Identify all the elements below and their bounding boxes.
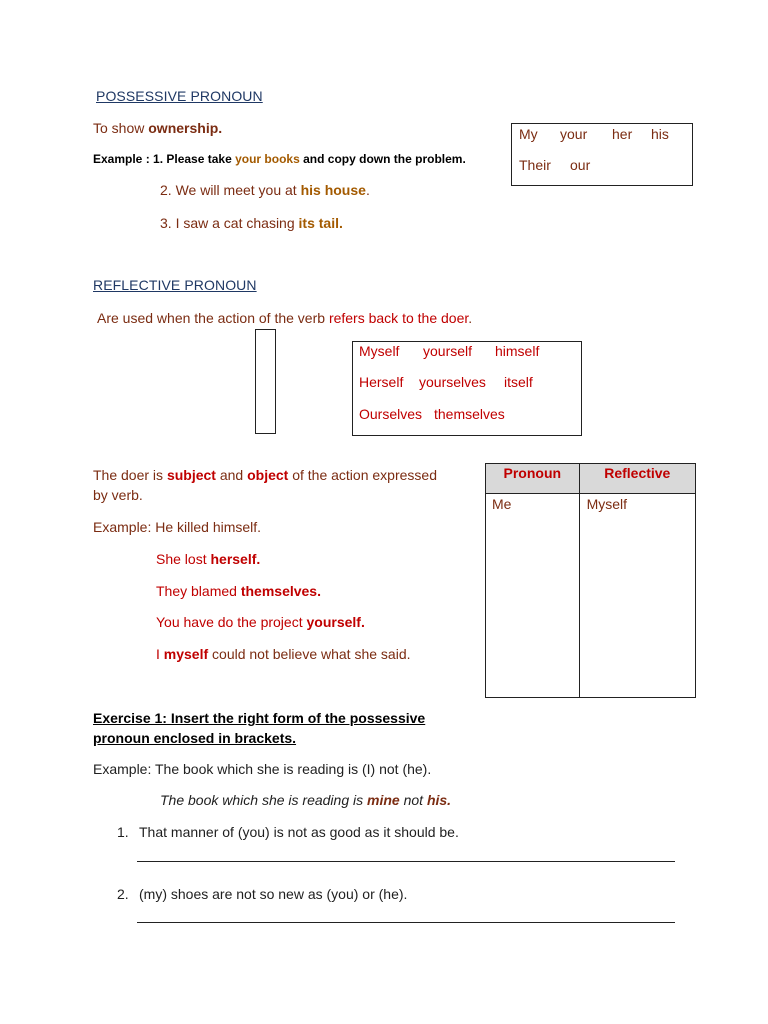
box-word-ourselves: Ourselves: [359, 406, 423, 422]
box-word-their: Their: [519, 157, 551, 173]
table-cell-reflective: Myself: [579, 494, 695, 698]
box-word-her: her: [612, 126, 633, 142]
doer-explanation-line1: The doer is subject and object of the action expressed: [93, 467, 437, 483]
exercise-q2-number: 2.: [117, 886, 129, 902]
exercise-q2-answer-line[interactable]: [137, 922, 675, 923]
reflective-sentence-3: You have do the project yourself.: [156, 614, 365, 630]
exercise-example: Example: The book which she is reading is (I) not (he).: [93, 761, 432, 777]
reflective-example: Example: He killed himself.: [93, 519, 262, 535]
exercise-title-line1: Exercise 1: Insert the right form of the possessive: [93, 710, 426, 726]
box-word-your: your: [560, 126, 588, 142]
empty-vertical-box: [255, 329, 276, 434]
box-word-itself: itself: [504, 374, 533, 390]
table-header-row: [486, 464, 696, 494]
table-row: [486, 494, 696, 698]
reflective-sentence-2: They blamed themselves.: [156, 583, 321, 599]
box-word-my: My: [519, 126, 538, 142]
box-word-myself: Myself: [359, 343, 400, 359]
possessive-heading: POSSESSIVE PRONOUN: [96, 88, 263, 104]
box-word-herself: Herself: [359, 374, 404, 390]
table-header-pronoun: Pronoun: [486, 464, 580, 494]
possessive-example-2: 2. We will meet you at his house.: [160, 182, 370, 198]
exercise-q1-answer-line[interactable]: [137, 861, 675, 862]
box-word-our: our: [570, 157, 591, 173]
reflective-definition: Are used when the action of the verb refers back to the doer.: [97, 310, 473, 326]
table-cell-pronoun: Me: [486, 494, 580, 698]
exercise-q1-text: That manner of (you) is not as good as it should be.: [139, 824, 459, 840]
exercise-title-line2: pronoun enclosed in brackets.: [93, 730, 297, 746]
box-word-himself: himself: [495, 343, 540, 359]
box-word-yourself: yourself: [423, 343, 473, 359]
reflective-sentence-4: I myself could not believe what she said.: [156, 646, 411, 662]
reflective-heading: REFLECTIVE PRONOUN: [93, 277, 257, 293]
reflective-sentence-1: She lost herself.: [156, 551, 261, 567]
table-header-reflective: Reflective: [579, 464, 695, 494]
box-word-yourselves: yourselves: [419, 374, 486, 390]
box-word-his: his: [651, 126, 669, 142]
exercise-example-answer: The book which she is reading is mine not his.: [160, 792, 452, 808]
doer-explanation-line2: by verb.: [93, 487, 143, 503]
possessive-example-3: 3. I saw a cat chasing its tail.: [160, 215, 343, 231]
pronoun-reflective-table: [485, 463, 696, 698]
possessive-definition: To show ownership.: [93, 120, 223, 136]
exercise-q2-text: (my) shoes are not so new as (you) or (he).: [139, 886, 408, 902]
possessive-pronoun-box: [511, 123, 693, 186]
exercise-q1-number: 1.: [117, 824, 129, 840]
box-word-themselves: themselves: [434, 406, 505, 422]
possessive-example-1: Example : 1. Please take your books and copy down the problem.: [93, 152, 466, 166]
reflective-pronoun-box: [352, 341, 582, 436]
